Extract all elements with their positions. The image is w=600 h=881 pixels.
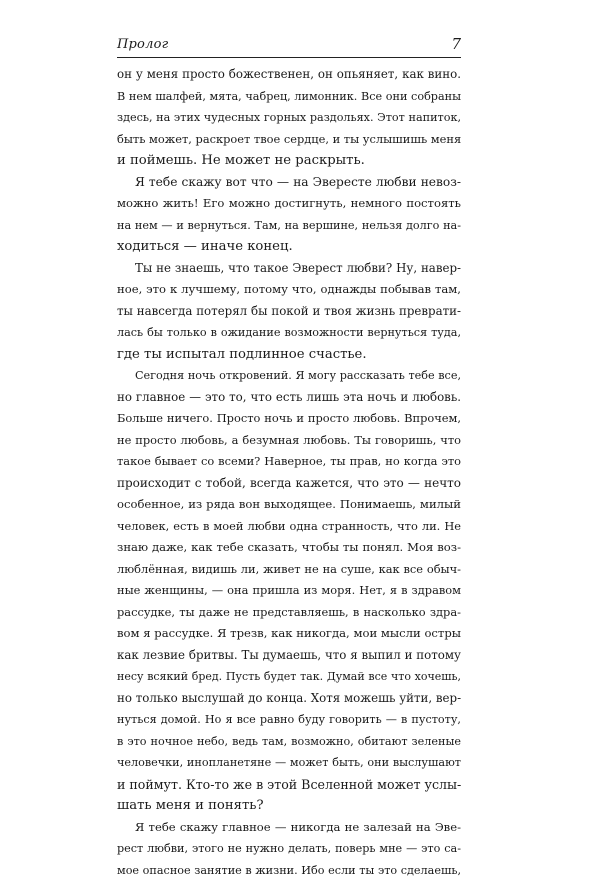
- text-line: мое опасное занятие в жизни. Ибо если ты это сделаешь,: [117, 860, 461, 881]
- text-line: рест любви, этого не нужно делать, поверь мне — это са-: [117, 838, 461, 860]
- text-line: Я тебе скажу главное — никогда не залезай на Эве-: [117, 817, 461, 839]
- text-line: как лезвие бритвы. Ты думаешь, что я выпил и потому: [117, 645, 461, 667]
- text-line: происходит с тобой, всегда кажется, что это — нечто: [117, 473, 461, 495]
- text-line: в это ночное небо, ведь там, возможно, обитают зеленые: [117, 731, 461, 753]
- text-line: человек, есть в моей любви одна странность, что ли. Не: [117, 516, 461, 538]
- text-line: В нем шалфей, мята, чабрец, лимонник. Все они собраны: [117, 86, 461, 108]
- text-line: несу всякий бред. Пусть будет так. Думай все что хочешь,: [117, 666, 461, 688]
- text-line: но главное — это то, что есть лишь эта ночь и любовь.: [117, 387, 461, 409]
- text-line: не просто любовь, а безумная любовь. Ты говоришь, что: [117, 430, 461, 452]
- text-line: ное, это к лучшему, потому что, однажды побывав там,: [117, 279, 461, 301]
- text-line: на нем — и вернуться. Там, на вершине, нельзя долго на-: [117, 215, 461, 237]
- text-line: но только выслушай до конца. Хотя можешь уйти, вер-: [117, 688, 461, 710]
- text-line: люблённая, видишь ли, живет не на суше, как все обыч-: [117, 559, 461, 581]
- text-line: вом я рассудке. Я трезв, как никогда, мои мысли остры: [117, 623, 461, 645]
- text-line: ты навсегда потерял бы покой и твоя жизнь преврати-: [117, 301, 461, 323]
- text-line: знаю даже, как тебе сказать, чтобы ты понял. Моя воз-: [117, 537, 461, 559]
- text-line: Сегодня ночь откровений. Я могу рассказать тебе все,: [117, 365, 461, 387]
- text-line: лась бы только в ожидание возможности вернуться туда,: [117, 322, 461, 344]
- text-line: шать меня и понять?: [117, 795, 461, 817]
- running-header: [117, 37, 461, 58]
- text-line: такое бывает со всеми? Наверное, ты прав, но когда это: [117, 451, 461, 473]
- text-line: Больше ничего. Просто ночь и просто любовь. Впрочем,: [117, 408, 461, 430]
- text-line: он у меня просто божественен, он опьяняет, как вино.: [117, 64, 461, 86]
- text-line: человечки, инопланетяне — может быть, они выслушают: [117, 752, 461, 774]
- page-number: 7: [451, 35, 461, 53]
- text-line: ные женщины, — она пришла из моря. Нет, я в здравом: [117, 580, 461, 602]
- text-line: особенное, из ряда вон выходящее. Понимаешь, милый: [117, 494, 461, 516]
- text-line: рассудке, ты даже не представляешь, в насколько здра-: [117, 602, 461, 624]
- text-line: ходиться — иначе конец.: [117, 236, 461, 258]
- text-line: Я тебе скажу вот что — на Эвересте любви невоз-: [117, 172, 461, 194]
- text-line: и поймут. Кто-то же в этой Вселенной может услы-: [117, 774, 461, 796]
- text-line: здесь, на этих чудесных горных раздольях. Этот напиток,: [117, 107, 461, 129]
- text-line: Ты не знаешь, что такое Эверест любви? Ну, навер-: [117, 258, 461, 280]
- text-line: и поймешь. Не может не раскрыть.: [117, 150, 461, 172]
- body-text: [117, 64, 461, 881]
- section-title: Пролог: [117, 37, 168, 52]
- text-line: быть может, раскроет твое сердце, и ты услышишь меня: [117, 129, 461, 151]
- text-line: можно жить! Его можно достигнуть, немного постоять: [117, 193, 461, 215]
- text-line: нуться домой. Но я все равно буду говорить — в пустоту,: [117, 709, 461, 731]
- text-line: где ты испытал подлинное счастье.: [117, 344, 461, 366]
